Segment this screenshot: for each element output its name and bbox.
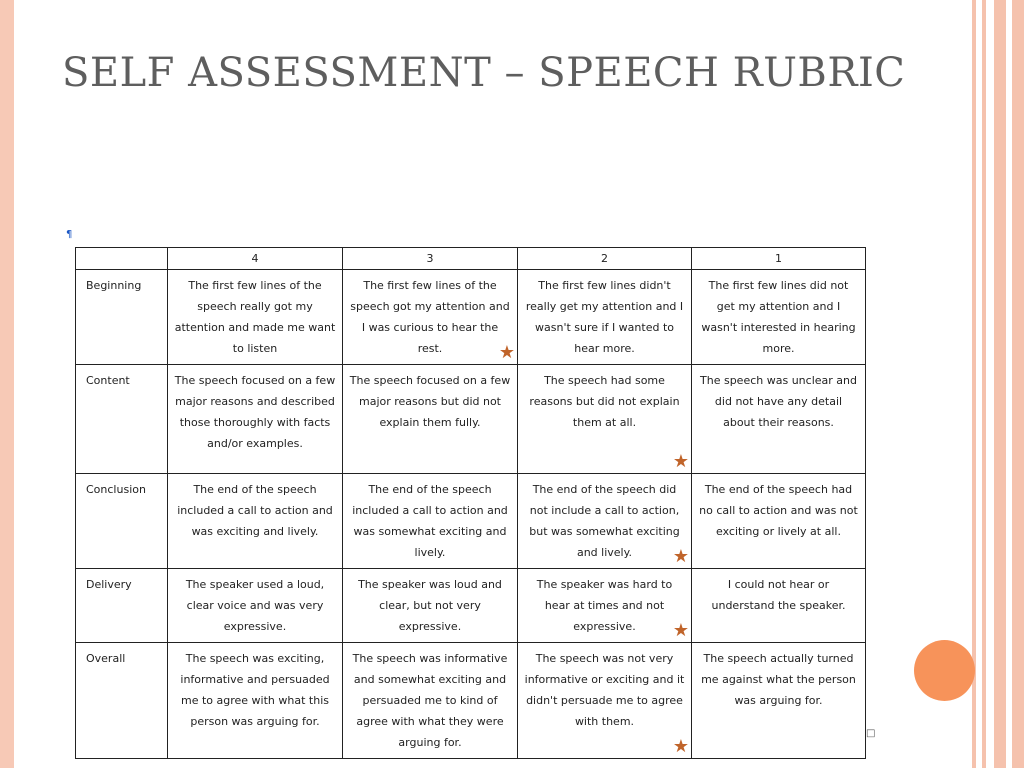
header-cell: 1 [692,248,866,270]
cell-text: The end of the speech did not include a call to action, but was somewhat exciting and lively. [529,483,680,559]
rubric-cell [168,643,343,759]
cell-text: The speech actually turned me against what the person was arguing for. [701,652,856,707]
cell-text: The speaker used a loud, clear voice and was very expressive. [185,578,325,633]
cell-text: The first few lines of the speech got my attention and I was curious to hear the rest. [350,279,510,355]
end-of-cell-mark: □ [866,728,876,739]
decorative-orange-circle [914,640,975,701]
cell-text: The speaker was hard to hear at times and not expressive. [536,578,673,633]
speech-rubric-table [75,247,866,759]
header-cell [76,248,168,270]
left-decorative-border [0,0,14,768]
rubric-cell [343,474,518,569]
star-icon: ★ [672,451,689,472]
rubric-cell [168,365,343,474]
paragraph-mark: ¶ [66,229,73,240]
cell-text: The speech focused on a few major reasons but did not explain them fully. [349,374,511,429]
cell-text: The first few lines didn't really get my attention and I wasn't sure if I wanted to hear more. [525,279,684,355]
slide-title: SELF ASSESSMENT – SPEECH RUBRIC [62,50,906,96]
row-label: Overall [76,643,168,759]
row-label: Content [76,365,168,474]
rubric-row-delivery [76,569,866,643]
header-cell: 4 [168,248,343,270]
row-label: Conclusion [76,474,168,569]
rubric-cell [692,474,866,569]
rubric-cell [692,569,866,643]
rubric-cell [518,643,692,759]
rubric-cell [518,474,692,569]
cell-text: I could not hear or understand the speaker. [711,578,846,612]
cell-text: The speech focused on a few major reasons and described those thoroughly with facts and/or examples. [174,374,336,450]
cell-text: The end of the speech included a call to action and was exciting and lively. [177,483,333,538]
rubric-cell [343,270,518,365]
cell-text: The speech was not very informative or exciting and it didn't persuade me to agree with them. [524,652,685,728]
cell-text: The first few lines of the speech really got my attention and made me want to listen [174,279,336,355]
cell-text: The speech had some reasons but did not explain them at all. [529,374,680,429]
rubric-row-content [76,365,866,474]
rubric-header-row [76,248,866,270]
rubric-row-overall [76,643,866,759]
cell-text: The first few lines did not get my attention and I wasn't interested in hearing more. [701,279,856,355]
row-label: Beginning [76,270,168,365]
cell-text: The end of the speech included a call to action and was somewhat exciting and lively. [352,483,508,559]
rubric-cell [168,270,343,365]
rubric-cell [168,569,343,643]
star-icon: ★ [672,736,689,757]
rubric-cell [168,474,343,569]
rubric-cell [343,365,518,474]
star-icon: ★ [672,546,689,567]
rubric-row-beginning [76,270,866,365]
rubric-cell [692,270,866,365]
rubric-cell [692,365,866,474]
cell-text: The end of the speech had no call to action and was not exciting or lively at all. [699,483,858,538]
cell-text: The speech was exciting, informative and persuaded me to agree with what this person was arguing for. [180,652,330,728]
cell-text: The speaker was loud and clear, but not very expressive. [358,578,502,633]
star-icon: ★ [498,342,515,363]
star-icon: ★ [672,620,689,641]
rubric-cell [343,569,518,643]
cell-text: The speech was unclear and did not have any detail about their reasons. [700,374,857,429]
rubric-cell [692,643,866,759]
header-cell: 3 [343,248,518,270]
cell-text: The speech was informative and somewhat exciting and persuaded me to kind of agree with what they were arguing for. [352,652,508,749]
rubric-cell [518,569,692,643]
rubric-cell [518,270,692,365]
header-cell: 2 [518,248,692,270]
rubric-cell [518,365,692,474]
row-label: Delivery [76,569,168,643]
rubric-cell [343,643,518,759]
right-decorative-stripes [972,0,1024,768]
rubric-row-conclusion [76,474,866,569]
